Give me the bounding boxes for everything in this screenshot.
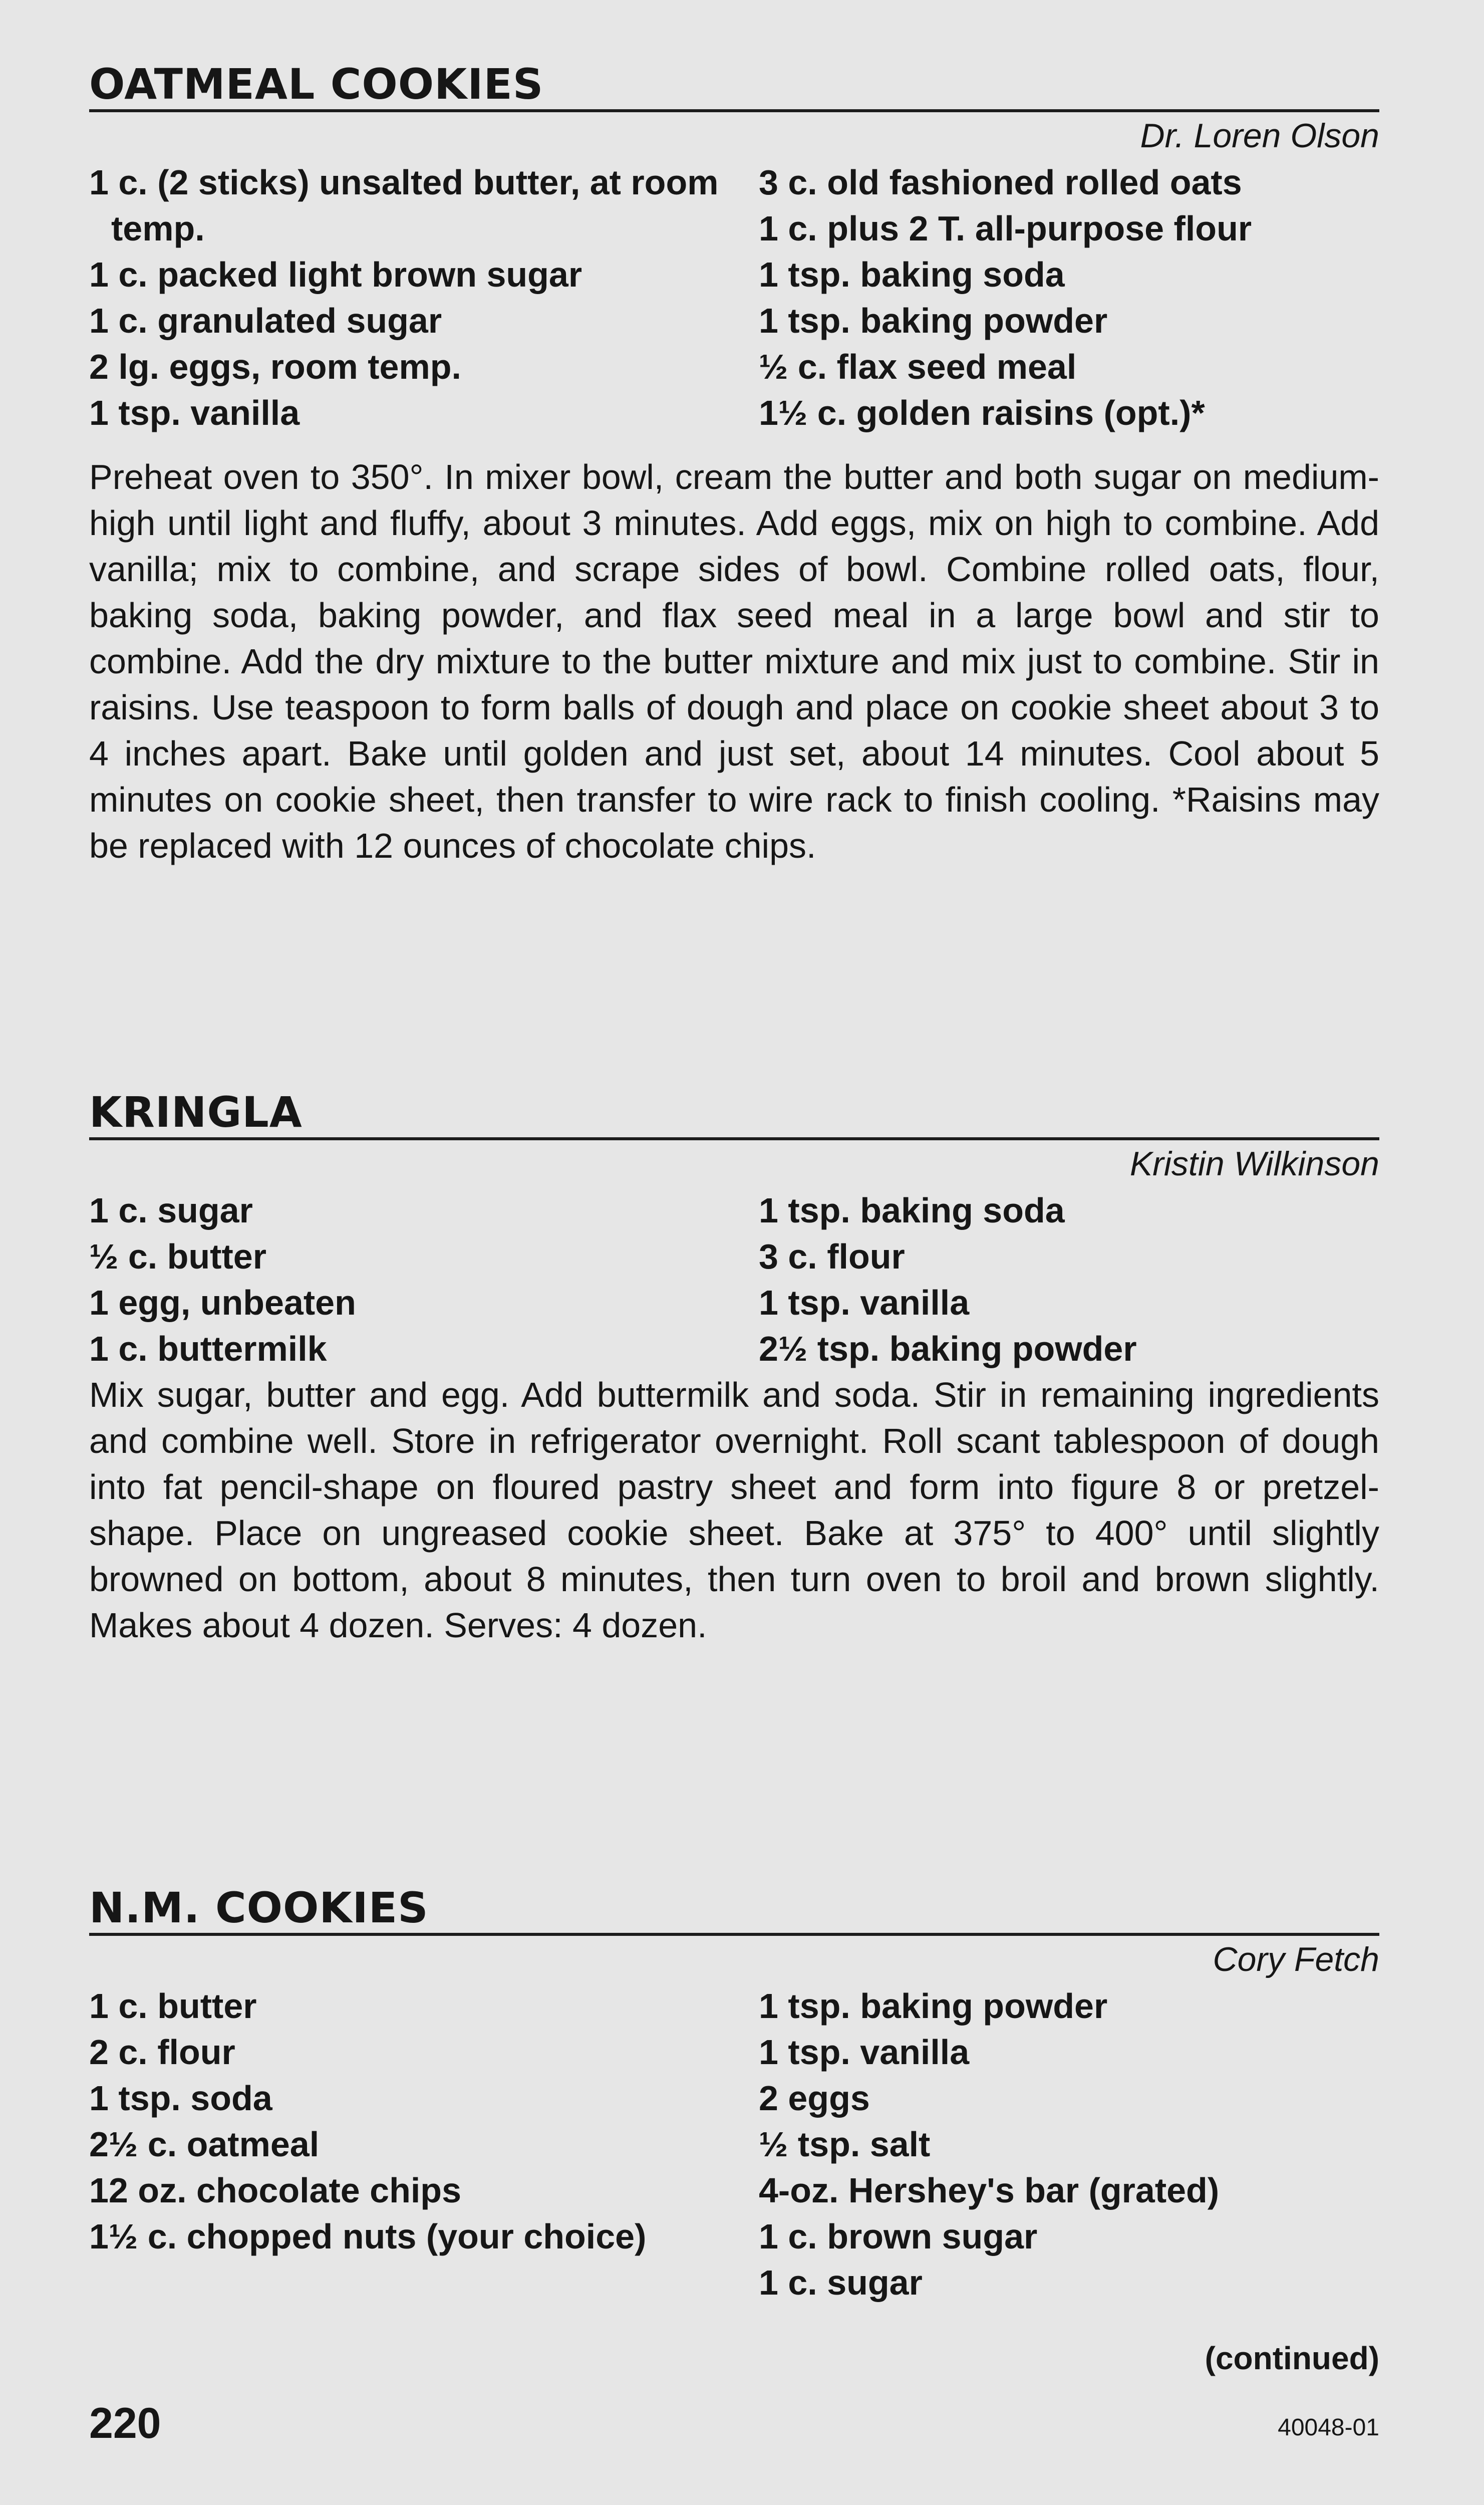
ingredient-list bbox=[89, 159, 1379, 454]
ingredient-item: 12 oz. chocolate chips bbox=[89, 2171, 461, 2210]
ingredient-item: 1 egg, unbeaten bbox=[89, 1283, 356, 1322]
page-number: 220 bbox=[89, 2399, 161, 2447]
ingredient-column-right bbox=[759, 1187, 1379, 1372]
ingredient-item: 1 c. butter bbox=[89, 1986, 257, 2026]
ingredient-item: ½ c. butter bbox=[89, 1237, 266, 1276]
recipe-instructions: Preheat oven to 350°. In mixer bowl, cream the butter and both sugar on medium-high until light and fluffy, about 3 minutes. Add eggs, mix on high to combine. Add vanilla; mix to combine, and scrape sides of bowl. Combine rolled oats, flour, baking soda, baking powder, and flax seed meal in a large bowl and stir to combine. Add the dry mixture to the butter mixture and mix just to combine. Stir in raisins. Use teaspoon to form balls of dough and place on cookie sheet about 3 to 4 inches apart. Bake until golden and just set, about 14 minutes. Cool about 5 minutes on cookie sheet, then transfer to wire rack to finish cooling. *Raisins may be replaced with 12 ounces of chocolate chips. bbox=[89, 457, 1379, 865]
ingredient-item: 2½ c. oatmeal bbox=[89, 2125, 320, 2164]
ingredient-item: 3 c. flour bbox=[759, 1237, 905, 1276]
ingredient-item: 1 tsp. baking soda bbox=[759, 1191, 1065, 1230]
ingredient-item: ½ c. flax seed meal bbox=[759, 347, 1077, 386]
continued-label: (continued) bbox=[1205, 2340, 1379, 2376]
recipe-kringla bbox=[89, 1087, 1379, 1645]
ingredient-item: 1 c. (2 sticks) unsalted butter, at room temp. bbox=[89, 163, 719, 248]
ingredient-list bbox=[89, 1187, 1379, 1372]
ingredient-item: 2 eggs bbox=[759, 2079, 870, 2118]
ingredient-column-left bbox=[89, 159, 740, 436]
ingredient-item: 4-oz. Hershey's bar (grated) bbox=[759, 2171, 1220, 2210]
recipe-author: Cory Fetch bbox=[1213, 1940, 1379, 1978]
ingredient-item: 1 c. sugar bbox=[759, 2263, 923, 2302]
ingredient-item: 1 tsp. baking powder bbox=[759, 301, 1108, 340]
ingredient-item: 1 c. plus 2 T. all-purpose flour bbox=[759, 209, 1252, 248]
ingredient-item: 1½ c. golden raisins (opt.)* bbox=[759, 393, 1205, 432]
ingredient-item: 1 tsp. vanilla bbox=[759, 2033, 970, 2072]
ingredient-item: 1 tsp. vanilla bbox=[89, 393, 300, 432]
ingredient-item: 2½ tsp. baking powder bbox=[759, 1329, 1137, 1368]
ingredient-column-right bbox=[759, 1983, 1379, 2306]
ingredient-item: 1 c. brown sugar bbox=[759, 2217, 1038, 2256]
recipe-instructions: Mix sugar, butter and egg. Add buttermilk and soda. Stir in remaining ingredients and combine well. Store in refrigerator overnight. Roll scant tablespoon of dough into fat pencil-shape on floured pastry sheet and form into figure 8 or pretzel-shape. Place on ungreased cookie sheet. Bake at 375° to 400° until slightly browned on bottom, about 8 minutes, then turn oven to broil and brown slightly. Makes about 4 dozen. Serves: 4 dozen. bbox=[89, 1375, 1379, 1645]
ingredient-item: 1 c. packed light brown sugar bbox=[89, 255, 582, 294]
ingredient-column-left bbox=[89, 1187, 740, 1372]
recipe-title: N.M. COOKIES bbox=[89, 1883, 429, 1932]
ingredient-item: 1 c. buttermilk bbox=[89, 1329, 327, 1368]
ingredient-item: 1½ c. chopped nuts (your choice) bbox=[89, 2217, 647, 2256]
recipe-title: KRINGLA bbox=[89, 1088, 303, 1137]
recipe-author: Dr. Loren Olson bbox=[1140, 117, 1379, 155]
document-code: 40048-01 bbox=[1278, 2414, 1379, 2441]
ingredient-item: 1 tsp. vanilla bbox=[759, 1283, 970, 1322]
ingredient-list bbox=[89, 1983, 1379, 2324]
ingredient-item: ½ tsp. salt bbox=[759, 2125, 931, 2164]
recipe-author: Kristin Wilkinson bbox=[1129, 1145, 1379, 1183]
ingredient-item: 1 tsp. baking soda bbox=[759, 255, 1065, 294]
ingredient-item: 1 c. granulated sugar bbox=[89, 301, 442, 340]
ingredient-item: 3 c. old fashioned rolled oats bbox=[759, 163, 1242, 202]
ingredient-column-left bbox=[89, 1983, 740, 2260]
recipe-nm-cookies bbox=[89, 1883, 1379, 2324]
ingredient-column-right bbox=[759, 159, 1379, 436]
ingredient-item: 1 tsp. baking powder bbox=[759, 1986, 1108, 2026]
recipe-title: OATMEAL COOKIES bbox=[89, 60, 544, 109]
ingredient-item: 2 c. flour bbox=[89, 2033, 235, 2072]
ingredient-item: 2 lg. eggs, room temp. bbox=[89, 347, 461, 386]
ingredient-item: 1 tsp. soda bbox=[89, 2079, 272, 2118]
recipe-oatmeal-cookies bbox=[89, 59, 1379, 865]
ingredient-item: 1 c. sugar bbox=[89, 1191, 253, 1230]
